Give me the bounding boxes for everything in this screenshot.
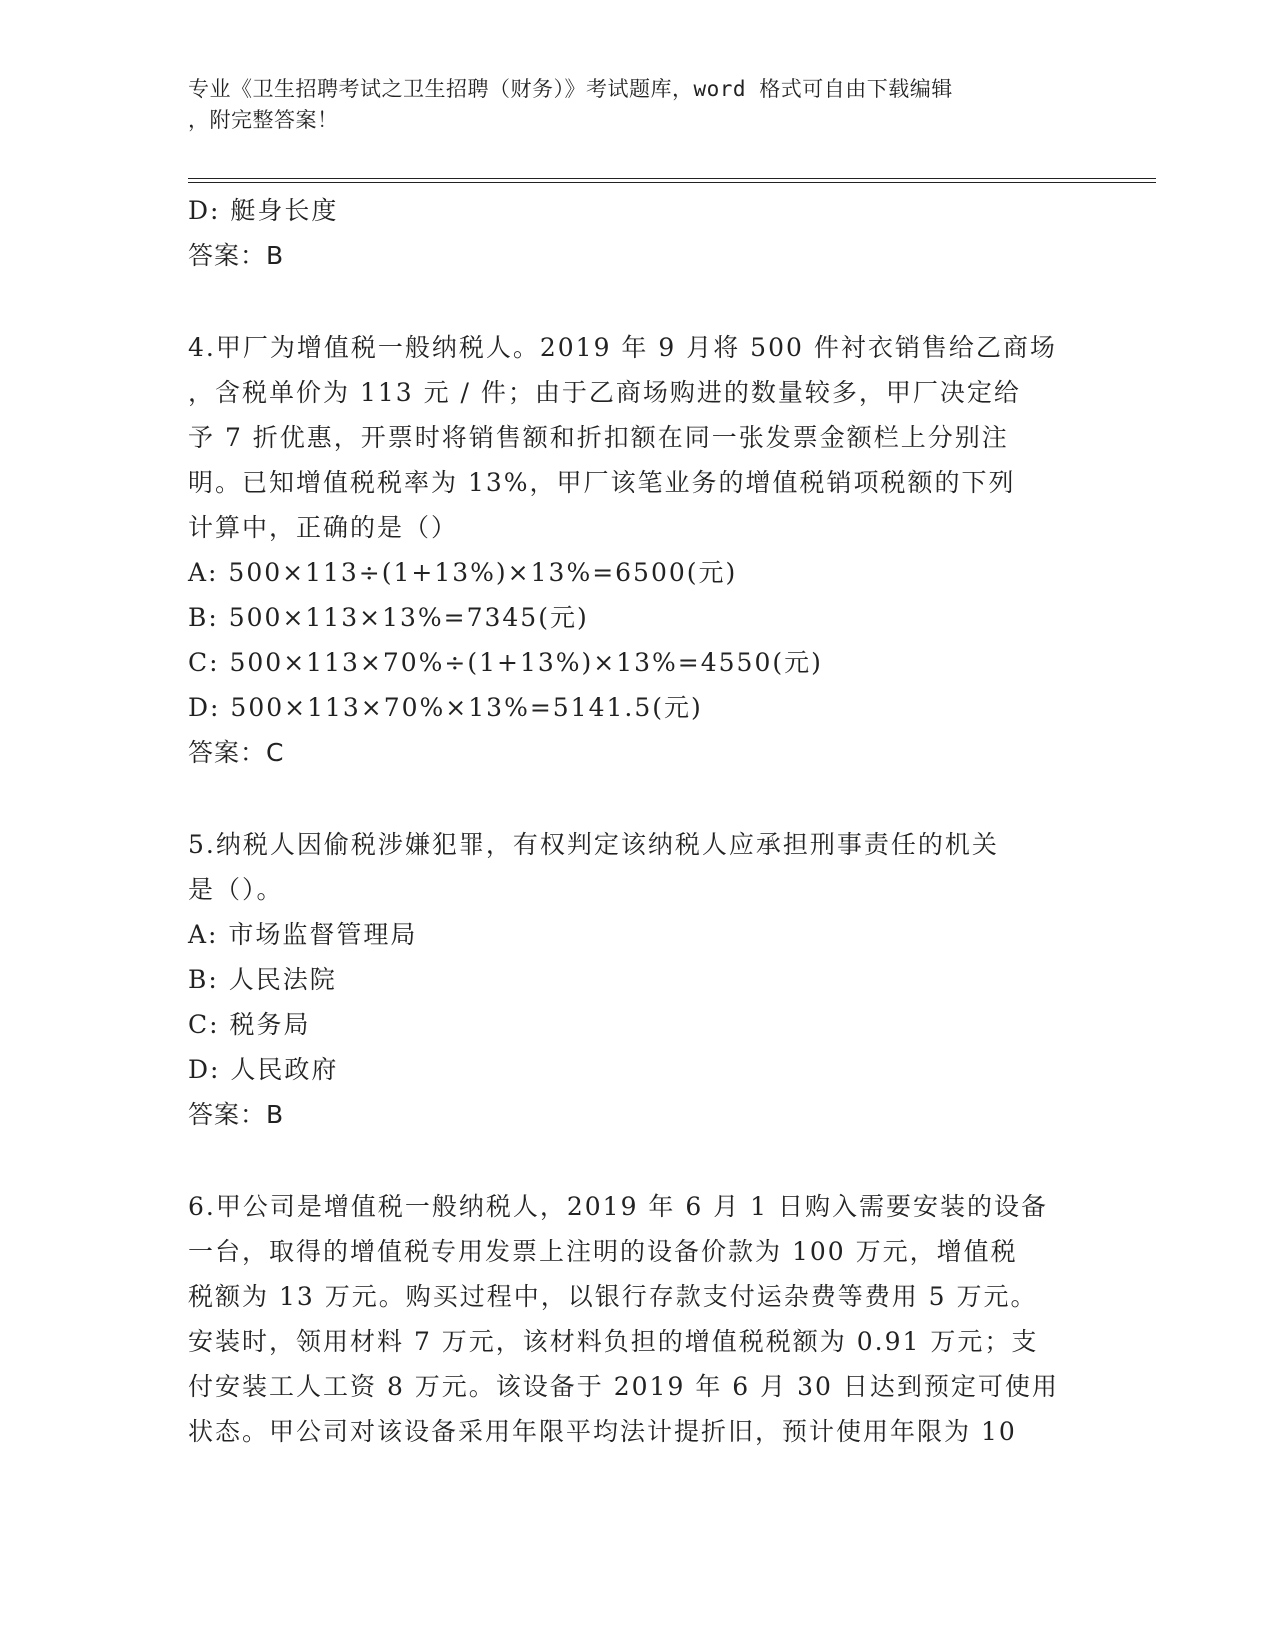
question-text-line: 4.甲厂为增值税一般纳税人。2019 年 9 月将 500 件衬衣销售给乙商场 bbox=[188, 333, 1057, 362]
question-text-line: 予 7 折优惠，开票时将销售额和折扣额在同一张发票金额栏上分别注 bbox=[188, 423, 1009, 452]
option-b: B: 500×113×13%=7345(元) bbox=[188, 603, 589, 632]
question-text-line: 税额为 13 万元。购买过程中，以银行存款支付运杂费等费用 5 万元。 bbox=[188, 1282, 1038, 1311]
document-body bbox=[188, 188, 1088, 1454]
option-c: C: 税务局 bbox=[188, 1010, 311, 1039]
option-d: D: 艇身长度 bbox=[188, 196, 339, 225]
question-text-line: 明。已知增值税税率为 13%，甲厂该笔业务的增值税销项税额的下列 bbox=[188, 468, 1016, 497]
question-text-line: 计算中，正确的是（） bbox=[188, 513, 459, 542]
question-text-line: 付安装工人工资 8 万元。该设备于 2019 年 6 月 30 日达到预定可使用 bbox=[188, 1372, 1059, 1401]
document-header bbox=[188, 74, 1088, 136]
question-text-line: 是（）。 bbox=[188, 875, 284, 904]
header-line-2: ，附完整答案！ bbox=[188, 108, 339, 132]
previous-question-tail bbox=[188, 188, 1088, 278]
question-4 bbox=[188, 325, 1088, 775]
answer: 答案：B bbox=[188, 241, 285, 270]
option-d: D: 500×113×70%×13%=5141.5(元) bbox=[188, 693, 703, 722]
option-a: A: 500×113÷(1+13%)×13%=6500(元) bbox=[188, 558, 738, 587]
question-text-line: 安装时，领用材料 7 万元，该材料负担的增值税税额为 0.91 万元；支 bbox=[188, 1327, 1039, 1356]
header-rule-thin bbox=[188, 178, 1156, 179]
header-rule-thick bbox=[188, 182, 1156, 183]
question-5 bbox=[188, 822, 1088, 1137]
answer: 答案：B bbox=[188, 1100, 285, 1129]
question-text-line: 6.甲公司是增值税一般纳税人，2019 年 6 月 1 日购入需要安装的设备 bbox=[188, 1192, 1049, 1221]
option-b: B: 人民法院 bbox=[188, 965, 337, 994]
option-c: C: 500×113×70%÷(1+13%)×13%=4550(元) bbox=[188, 648, 823, 677]
question-text-line: 5.纳税人因偷税涉嫌犯罪，有权判定该纳税人应承担刑事责任的机关 bbox=[188, 830, 999, 859]
question-6 bbox=[188, 1184, 1088, 1454]
header-line-1: 专业《卫生招聘考试之卫生招聘（财务）》考试题库，word 格式可自由下载编辑 bbox=[188, 77, 953, 101]
question-text-line: 一台，取得的增值税专用发票上注明的设备价款为 100 万元，增值税 bbox=[188, 1237, 1018, 1266]
question-text-line: ，含税单价为 113 元 / 件；由于乙商场购进的数量较多，甲厂决定给 bbox=[188, 378, 1021, 407]
answer: 答案：C bbox=[188, 738, 285, 767]
question-text-line: 状态。甲公司对该设备采用年限平均法计提折旧，预计使用年限为 10 bbox=[188, 1417, 1017, 1446]
option-d: D: 人民政府 bbox=[188, 1055, 339, 1084]
option-a: A: 市场监督管理局 bbox=[188, 920, 418, 949]
